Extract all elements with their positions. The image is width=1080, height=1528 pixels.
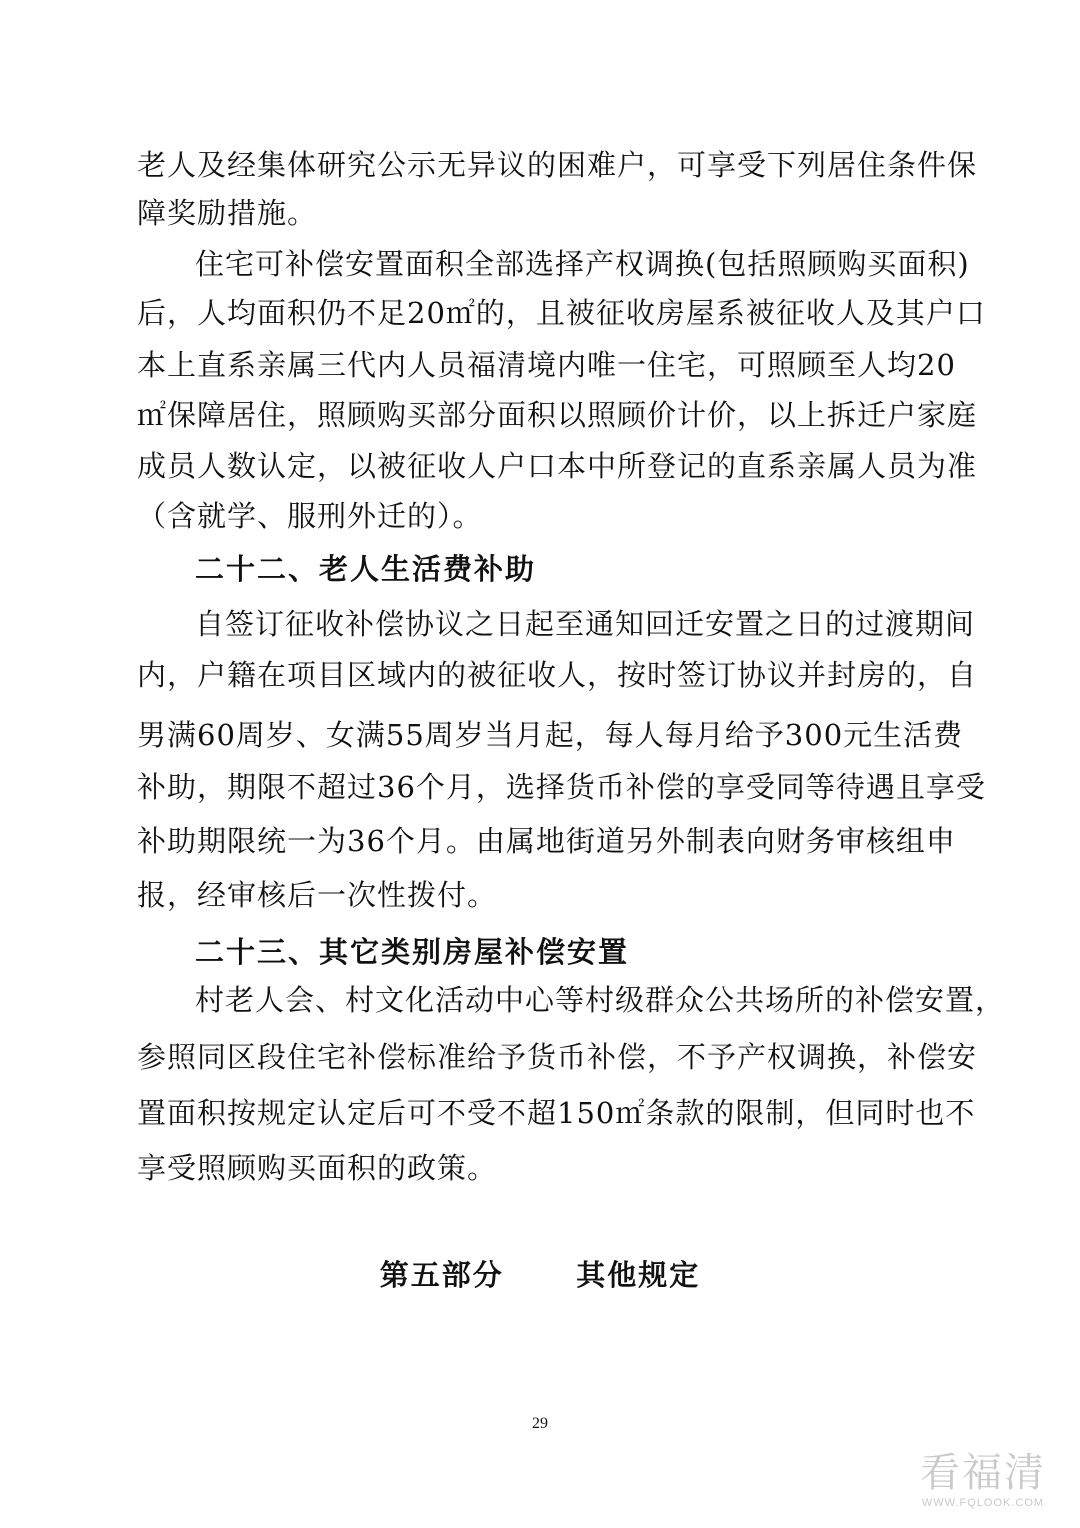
- paragraph-line: 置面积按规定认定后可不受不超150㎡条款的限制，但同时也不: [137, 1096, 976, 1130]
- section-heading-23: 二十三、其它类别房屋补偿安置: [195, 935, 630, 969]
- paragraph-line: 补助期限统一为36个月。由属地街道另外制表向财务审核组申: [137, 824, 956, 858]
- watermark-text: 看福清: [920, 1450, 1046, 1496]
- paragraph-line: 村老人会、村文化活动中心等村级群众公共场所的补偿安置，: [195, 983, 1006, 1017]
- paragraph-line: 成员人数认定，以被征收人户口本中所登记的直系亲属人员为准: [137, 449, 978, 483]
- page-number: 29: [532, 1415, 548, 1432]
- part-title: [0, 1255, 1080, 1295]
- paragraph-line: 住宅可补偿安置面积全部选择产权调换(包括照顾购买面积): [195, 247, 970, 281]
- paragraph-line: 内，户籍在项目区域内的被征收人，按时签订协议并封房的，自: [137, 658, 978, 692]
- paragraph-line: 参照同区段住宅补偿标准给予货币补偿，不予产权调换，补偿安: [137, 1040, 978, 1074]
- part-number: 第五部分: [379, 1258, 504, 1292]
- paragraph-line: 障奖励措施。: [137, 196, 318, 230]
- paragraph-line: ㎡保障居住，照顾购买部分面积以照顾价计价，以上拆迁户家庭: [137, 398, 978, 432]
- paragraph-line: 男满60周岁、女满55周岁当月起，每人每月给予300元生活费: [137, 718, 964, 752]
- paragraph-line: （含就学、服刑外迁的）。: [137, 499, 483, 533]
- paragraph-line: 本上直系亲属三代内人员福清境内唯一住宅，可照顾至人均20: [137, 348, 956, 382]
- paragraph-line: 后，人均面积仍不足20㎡的，且被征收房屋系被征收人及其户口: [137, 296, 986, 330]
- paragraph-line: 老人及经集体研究公示无异议的困难户，可享受下列居住条件保: [137, 148, 978, 182]
- section-heading-22: 二十二、老人生活费补助: [195, 552, 537, 586]
- paragraph-line: 自签订征收补偿协议之日起至通知回迁安置之日的过渡期间: [195, 607, 976, 641]
- paragraph-line: 报，经审核后一次性拨付。: [137, 878, 498, 912]
- paragraph-line: 享受照顾购买面积的政策。: [137, 1151, 498, 1185]
- watermark-url: WWW.FQLOOK.COM: [921, 1497, 1045, 1509]
- paragraph-line: 补助，期限不超过36个月，选择货币补偿的享受同等待遇且享受: [137, 770, 986, 804]
- part-name: 其他规定: [576, 1258, 701, 1292]
- watermark-logo: [908, 1450, 1058, 1510]
